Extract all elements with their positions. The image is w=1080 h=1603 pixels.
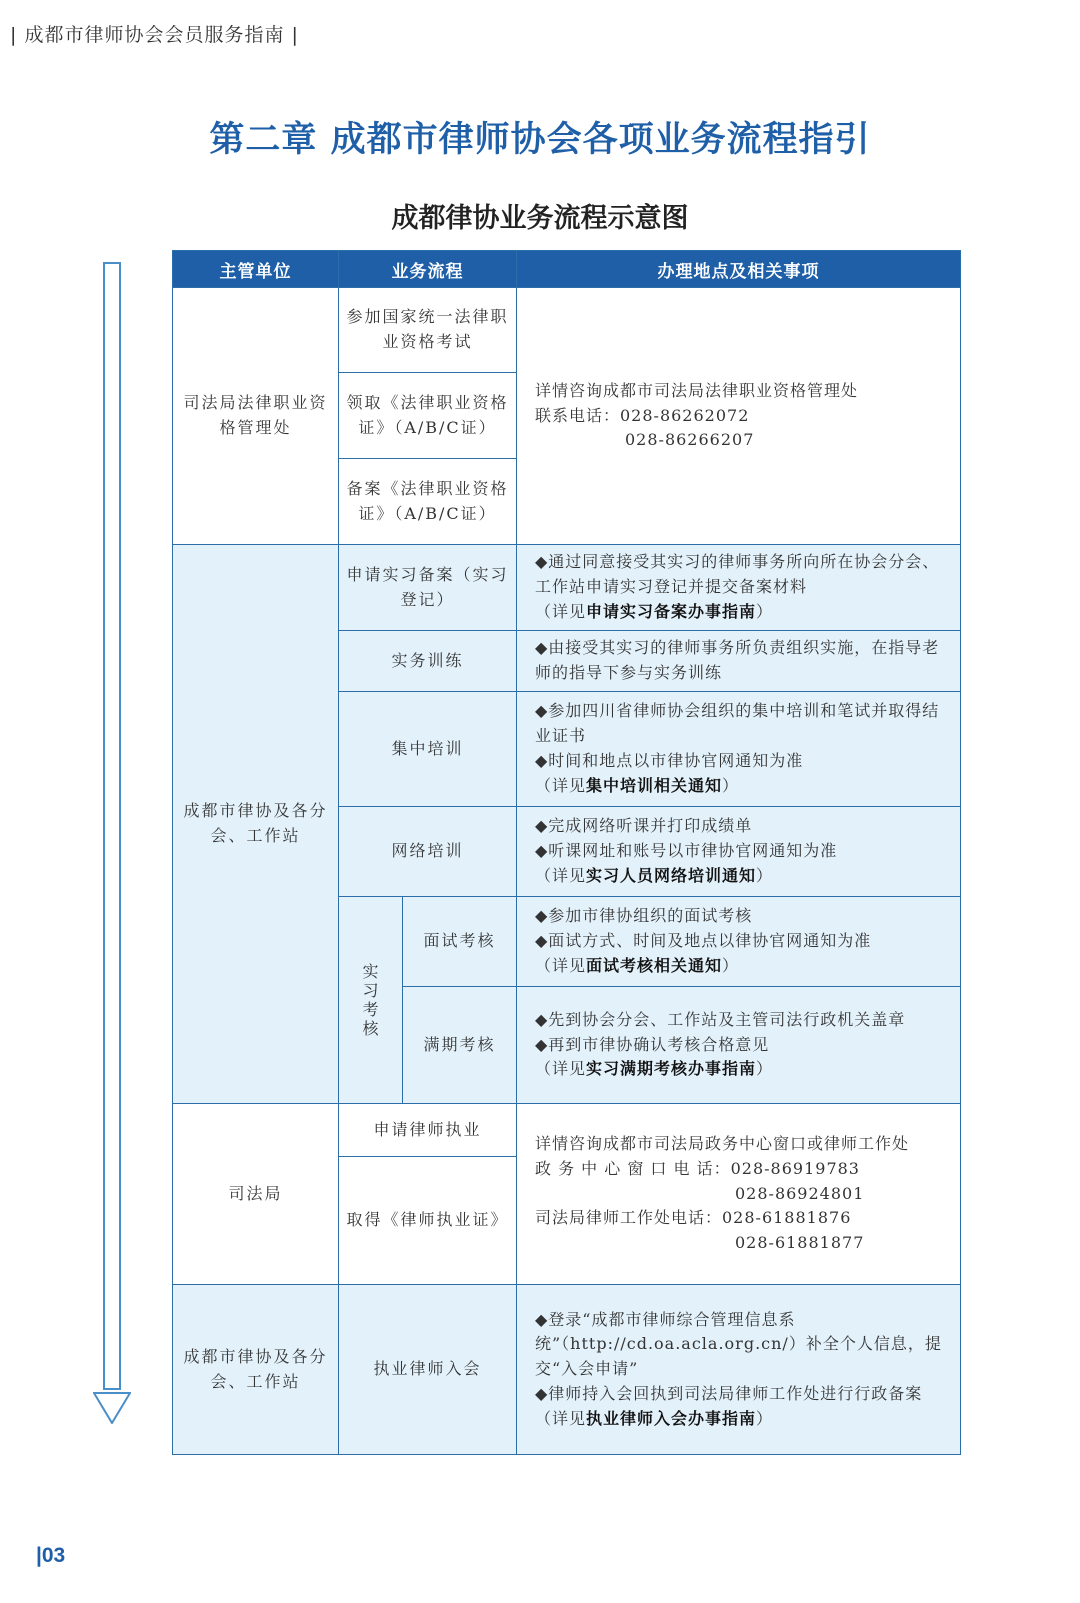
details-text: ◆听课网址和账号以市律协官网通知为准 (535, 841, 838, 861)
details-text: ◆登录“成都市律师综合管理信息系统”（http://cd.oa.acla.org.cn/）补全个人信息，提交“入会申请” (535, 1309, 942, 1379)
see-guide-text: （详见执业律师入会办事指南） (535, 1408, 774, 1428)
details-cell (517, 288, 961, 545)
details-text: ◆律师持入会回执到司法局律师工作处进行行政备案 (535, 1383, 923, 1403)
phone-text: 028-86266207 (625, 430, 755, 450)
process-table (172, 250, 961, 1455)
see-guide-text: （详见申请实习备案办事指南） (535, 601, 774, 621)
see-guide-text: （详见面试考核相关通知） (535, 955, 740, 975)
unit-cell: 司法局 (173, 1104, 339, 1285)
guide-name: 实习人员网络培训通知 (586, 865, 757, 885)
guide-name: 面试考核相关通知 (586, 955, 723, 975)
assessment-label-cell (339, 897, 403, 1104)
process-step: 网络培训 (339, 807, 517, 897)
see-guide-text: （详见实习人员网络培训通知） (535, 865, 774, 885)
header-details: 办理地点及相关事项 (517, 251, 961, 288)
details-cell (517, 692, 961, 807)
guide-name: 执业律师入会办事指南 (586, 1408, 757, 1428)
details-cell (517, 807, 961, 897)
process-step: 实务训练 (339, 631, 517, 692)
details-text: ◆参加市律协组织的面试考核 (535, 906, 753, 926)
assessment-label: 实习考核 (362, 961, 381, 1039)
phone-text: 联系电话：028-86262072 (535, 405, 750, 425)
details-text: ◆再到市律协确认考核合格意见 (535, 1034, 770, 1054)
chapter-title: 第二章 成都市律师协会各项业务流程指引 (209, 120, 871, 160)
header-unit: 主管单位 (173, 251, 339, 288)
guide-name: 实习满期考核办事指南 (586, 1059, 757, 1079)
process-step: 参加国家统一法律职业资格考试 (339, 288, 517, 373)
see-guide-text: （详见实习满期考核办事指南） (535, 1059, 774, 1079)
phone-text: 司法局律师工作处电话：028-61881876 (535, 1208, 852, 1228)
process-step: 取得《律师执业证》 (339, 1157, 517, 1285)
header-process: 业务流程 (339, 251, 517, 288)
details-text: ◆完成网络听课并打印成绩单 (535, 816, 753, 836)
process-step: 申请实习备案（实习登记） (339, 545, 517, 631)
process-step: 领取《法律职业资格证》（A/B/C证） (339, 373, 517, 459)
unit-cell: 司法局法律职业资格管理处 (173, 288, 339, 545)
process-step: 集中培训 (339, 692, 517, 807)
details-text: ◆面试方式、时间及地点以律协官网通知为准 (535, 931, 872, 951)
phone-text: 028-86924801 (735, 1183, 865, 1203)
down-arrow-icon (93, 1392, 131, 1424)
process-arrow-shaft (103, 262, 121, 1390)
process-step: 面试考核 (403, 897, 517, 987)
page-number: |03 (36, 1544, 66, 1567)
process-step: 执业律师入会 (339, 1285, 517, 1455)
details-cell (517, 987, 961, 1104)
details-text: ◆由接受其实习的律师事务所负责组织实施，在指导老师的指导下参与实务训练 (535, 638, 940, 682)
details-text: 详情咨询成都市司法局法律职业资格管理处 (535, 380, 859, 400)
details-cell (517, 1104, 961, 1285)
running-header: | 成都市律师协会会员服务指南 | (10, 24, 299, 46)
details-cell (517, 545, 961, 631)
details-text: ◆参加四川省律师协会组织的集中培训和笔试并取得结业证书 (535, 701, 940, 746)
unit-cell: 成都市律协及各分会、工作站 (173, 1285, 339, 1455)
unit-cell: 成都市律协及各分会、工作站 (173, 545, 339, 1104)
details-text: ◆先到协会分会、工作站及主管司法行政机关盖章 (535, 1009, 906, 1029)
details-cell (517, 631, 961, 692)
process-step: 满期考核 (403, 987, 517, 1104)
details-cell (517, 1285, 961, 1455)
see-guide-text: （详见集中培训相关通知） (535, 775, 740, 795)
phone-text: 政 务 中 心 窗 口 电 话：028-86919783 (535, 1158, 860, 1178)
process-step: 备案《法律职业资格证》（A/B/C证） (339, 459, 517, 545)
details-text: ◆通过同意接受其实习的律师事务所向所在协会分会、工作站申请实习登记并提交备案材料 (535, 552, 940, 597)
details-text: ◆时间和地点以市律协官网通知为准 (535, 751, 804, 770)
details-text: 详情咨询成都市司法局政务中心窗口或律师工作处 (535, 1134, 910, 1153)
details-cell (517, 897, 961, 987)
guide-name: 集中培训相关通知 (586, 775, 723, 795)
guide-name: 申请实习备案办事指南 (586, 601, 757, 621)
process-step: 申请律师执业 (339, 1104, 517, 1157)
flowchart-title: 成都律协业务流程示意图 (391, 203, 689, 234)
phone-text: 028-61881877 (735, 1233, 865, 1253)
